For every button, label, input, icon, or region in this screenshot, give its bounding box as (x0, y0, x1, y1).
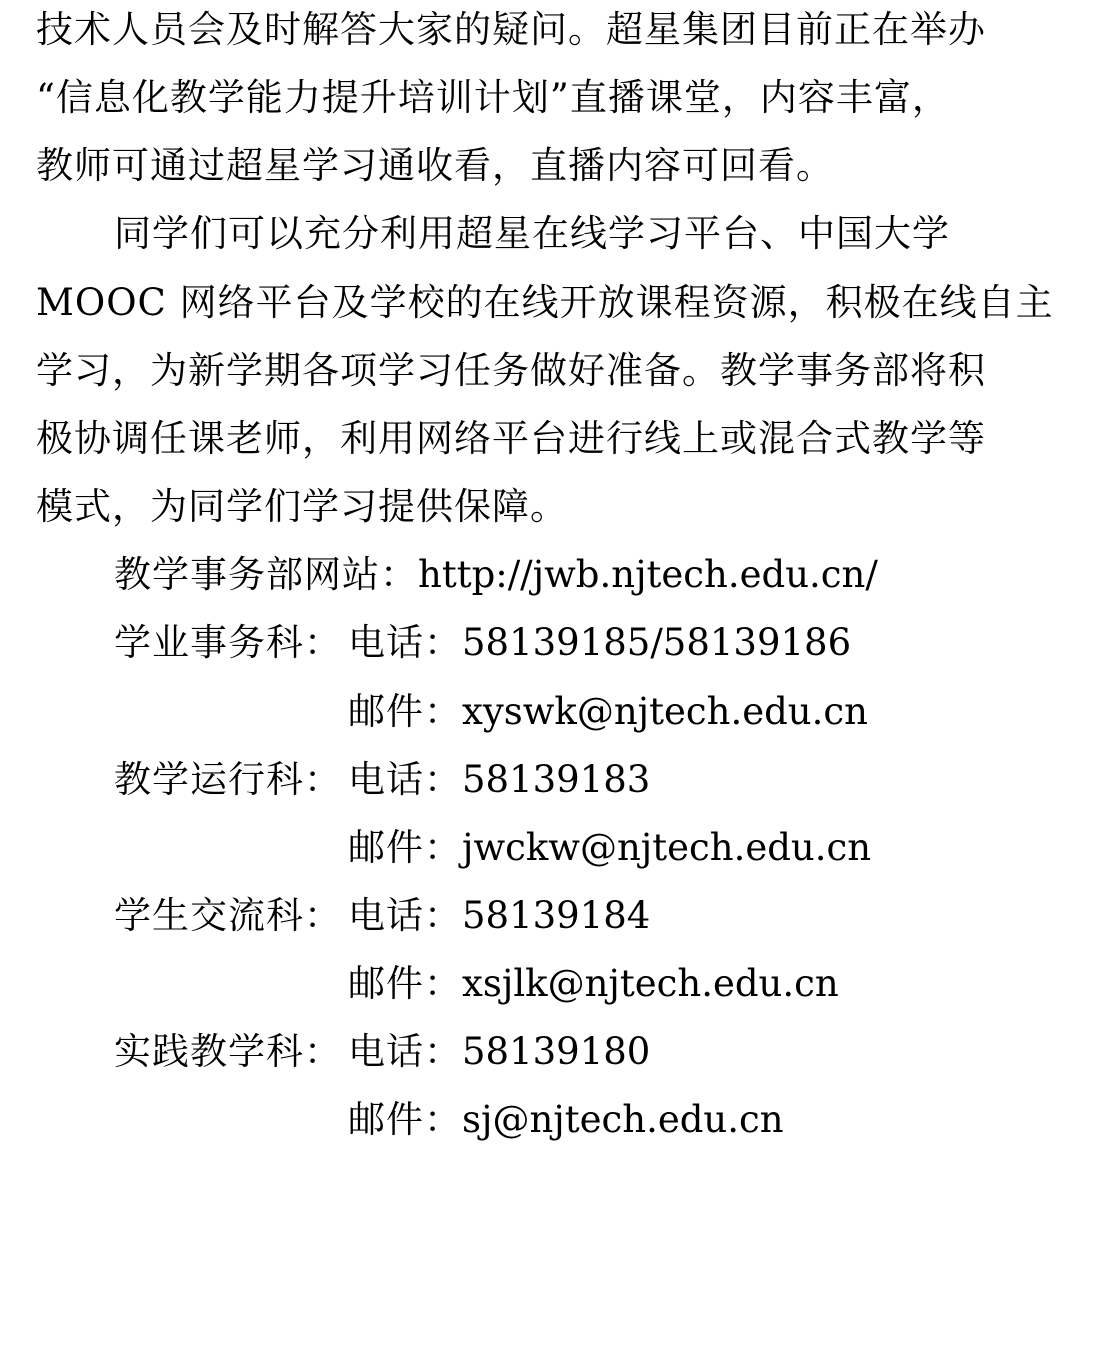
email-label: 邮件： (348, 1098, 462, 1141)
contact-email-row (348, 1096, 784, 1144)
paragraph1-line-2: “信息化教学能力提升培训计划”直播课堂，内容丰富， (36, 76, 950, 119)
contact-dept-practice-teaching: 实践教学科： (114, 1030, 342, 1073)
email-address[interactable]: sj@njtech.edu.cn (462, 1098, 784, 1141)
phone-number: 58139184 (462, 894, 651, 937)
phone-label: 电话： (348, 621, 462, 664)
paragraph2-line-1: 同学们可以充分利用超星在线学习平台、中国大学 (114, 212, 950, 255)
contact-email-row (348, 688, 868, 736)
paragraph2-line-2: MOOC 网络平台及学校的在线开放课程资源，积极在线自主 (36, 281, 1054, 324)
paragraph2-line-5: 模式，为同学们学习提供保障。 (36, 485, 568, 528)
phone-label: 电话： (348, 758, 462, 801)
paragraph2-line-4: 极协调任课老师，利用网络平台进行线上或混合式教学等 (36, 417, 986, 460)
contact-dept-teaching-operations: 教学运行科： (114, 758, 342, 801)
website-row (114, 551, 878, 599)
contact-email-row (348, 960, 839, 1008)
email-address[interactable]: xyswk@njtech.edu.cn (462, 690, 868, 733)
website-label: 教学事务部网站： (114, 553, 418, 596)
email-address[interactable]: xsjlk@njtech.edu.cn (462, 962, 839, 1005)
phone-label: 电话： (348, 1030, 462, 1073)
email-label: 邮件： (348, 826, 462, 869)
phone-number: 58139180 (462, 1030, 651, 1073)
contact-phone-row (348, 1028, 650, 1076)
email-label: 邮件： (348, 962, 462, 1005)
email-address[interactable]: jwckw@njtech.edu.cn (462, 826, 872, 869)
contact-phone-row (348, 619, 851, 667)
contact-dept-academic-affairs: 学业事务科： (114, 621, 342, 664)
paragraph1-line-3: 教师可通过超星学习通收看，直播内容可回看。 (36, 144, 834, 187)
paragraph1-line-1: 技术人员会及时解答大家的疑问。超星集团目前正在举办 (36, 8, 986, 51)
contact-email-row (348, 824, 871, 872)
contact-phone-row (348, 892, 650, 940)
website-url[interactable]: http://jwb.njtech.edu.cn/ (418, 553, 878, 596)
phone-number: 58139185/58139186 (462, 621, 852, 664)
contact-phone-row (348, 756, 650, 804)
phone-number: 58139183 (462, 758, 651, 801)
contact-dept-student-exchange: 学生交流科： (114, 894, 342, 937)
email-label: 邮件： (348, 690, 462, 733)
paragraph2-line-3: 学习，为新学期各项学习任务做好准备。教学事务部将积 (36, 349, 986, 392)
phone-label: 电话： (348, 894, 462, 937)
